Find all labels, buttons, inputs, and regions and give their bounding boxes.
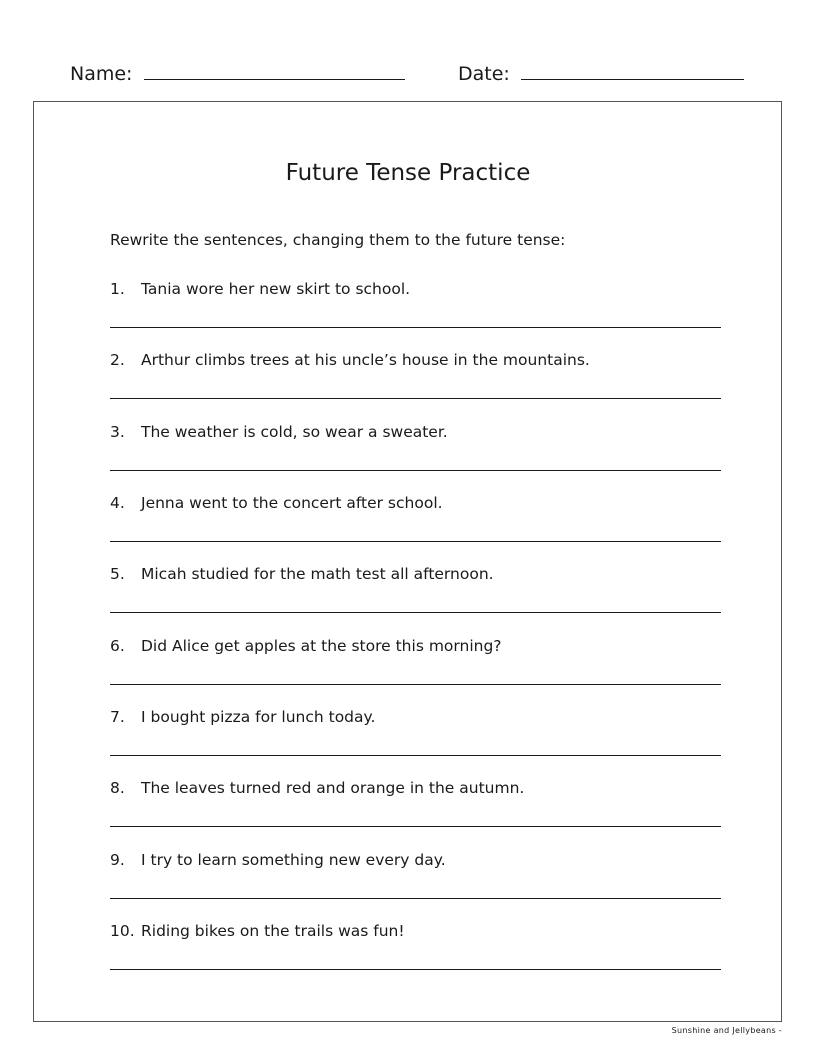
question-item (110, 636, 721, 696)
question-item (110, 850, 721, 910)
question-number: 2. (110, 351, 125, 369)
question-item (110, 350, 721, 410)
answer-line (110, 398, 721, 399)
question-number: 6. (110, 637, 125, 655)
question-text: I bought pizza for lunch today. (141, 708, 376, 726)
question-number: 5. (110, 565, 125, 583)
answer-line (110, 470, 721, 471)
question-text: Micah studied for the math test all afternoon. (141, 565, 494, 583)
answer-line (110, 898, 721, 899)
name-blank-line (144, 79, 405, 80)
answer-line (110, 327, 721, 328)
worksheet-title: Future Tense Practice (285, 160, 531, 186)
date-blank-line (521, 79, 744, 80)
question-number: 1. (110, 280, 125, 298)
question-text: Tania wore her new skirt to school. (141, 280, 411, 298)
question-item (110, 707, 721, 767)
question-item (110, 778, 721, 838)
question-text: Riding bikes on the trails was fun! (141, 922, 405, 940)
answer-line (110, 684, 721, 685)
answer-line (110, 755, 721, 756)
question-text: The leaves turned red and orange in the autumn. (141, 779, 525, 797)
question-text: Jenna went to the concert after school. (141, 494, 443, 512)
question-text: The weather is cold, so wear a sweater. (141, 423, 448, 441)
question-item (110, 279, 721, 339)
name-label: Name: (70, 63, 133, 85)
question-item (110, 493, 721, 553)
question-text: I try to learn something new every day. (141, 851, 446, 869)
date-label: Date: (458, 63, 510, 85)
question-item (110, 564, 721, 624)
header (0, 60, 816, 90)
question-text: Did Alice get apples at the store this morning? (141, 637, 502, 655)
question-number: 7. (110, 708, 125, 726)
question-text: Arthur climbs trees at his uncle’s house in the mountains. (141, 351, 590, 369)
question-number: 10. (110, 922, 135, 940)
instructions: Rewrite the sentences, changing them to the future tense: (110, 231, 566, 249)
question-item (110, 422, 721, 482)
answer-line (110, 541, 721, 542)
footer-credit: Sunshine and Jellybeans - (671, 1026, 782, 1035)
answer-line (110, 612, 721, 613)
answer-line (110, 826, 721, 827)
answer-line (110, 969, 721, 970)
question-number: 9. (110, 851, 125, 869)
question-number: 4. (110, 494, 125, 512)
question-item (110, 921, 721, 981)
question-number: 8. (110, 779, 125, 797)
question-number: 3. (110, 423, 125, 441)
